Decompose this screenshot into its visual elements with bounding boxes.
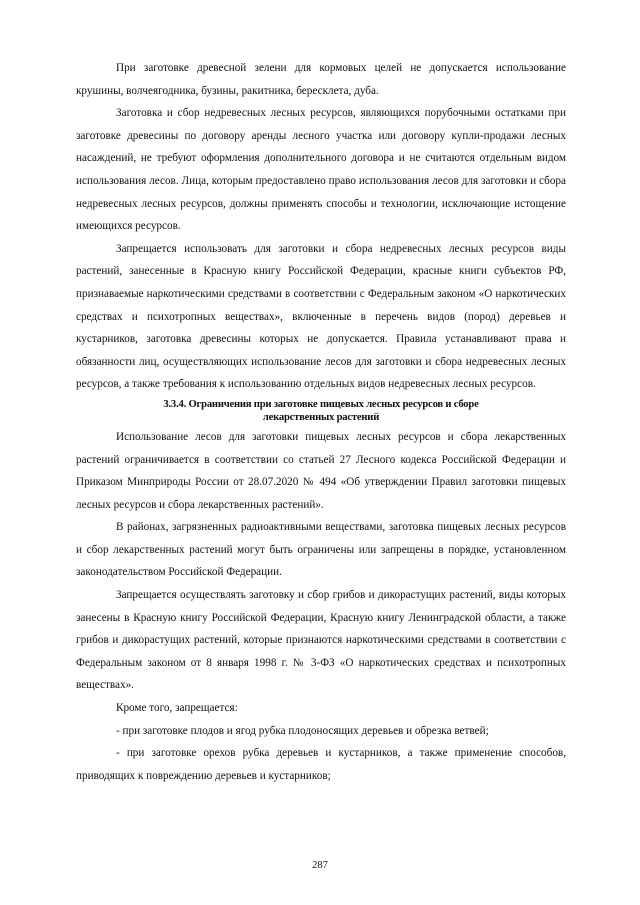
paragraph-food-resources-limits: Использование лесов для заготовки пищевых лесных ресурсов и сбора лекарственных растений ограничивается в соответствии со статьей 27 Лесного кодекса Российской Федерации и Приказом Минприроды России от 28.07.2020 № 494 «Об утверждении Правил заготовки пищевых лесных ресурсов и сбора лекарственных растений».	[76, 430, 566, 511]
paragraph-radioactive-areas: В районах, загрязненных радиоактивными веществами, заготовка пищевых лесных ресурсов и сбор лекарственных растений могут быть ограничены или запрещены в порядке, установленном законодательством Российской Федерации.	[76, 521, 566, 579]
page-body	[76, 57, 566, 787]
paragraph-green-forage: При заготовке древесной зелени для кормовых целей не допускается использование крушины, волчеягодника, бузины, ракитника, бересклета, дуба.	[76, 62, 566, 97]
list-item-nuts: - при заготовке орехов рубка деревьев и кустарников, а также применение способов, приводящих к повреждению деревьев и кустарников;	[76, 747, 566, 782]
section-heading-line-1: 3.3.4. Ограничения при заготовке пищевых лесных ресурсов и сборе	[163, 398, 479, 410]
page-number: 287	[312, 860, 328, 871]
paragraph-mushrooms-prohibition: Запрещается осуществлять заготовку и сбор грибов и дикорастущих растений, виды которых занесены в Красную книгу Российской Федерации, Красную книгу Ленинградской области, а также грибов и дикорастущих растений, которые признаются наркотическими средствами в соответствии с Федеральным законом от 8 января 1998 г. № 3-ФЗ «О наркотических средствах и психотропных веществах».	[76, 589, 566, 692]
section-heading-line-2: лекарственных растений	[262, 411, 380, 423]
section-heading	[76, 398, 566, 424]
paragraph-also-prohibited: Кроме того, запрещается:	[116, 702, 238, 715]
paragraph-prohibited-species: Запрещается использовать для заготовки и сбора недревесных лесных ресурсов виды растений, занесенные в Красную книгу Российской Федерации, красные книги субъектов РФ, признаваемые наркотическими средствами в соответствии с Федеральным законом «О наркотических средствах и психотропных веществах», включенные в перечень видов (пород) деревьев и кустарников, заготовка древесины которых не допускается. Правила устанавливают права и обязанности лиц, осуществляющих использование лесов для заготовки и сбора недревесных лесных ресурсов, а также требования к использованию отдельных видов недревесных лесных ресурсов.	[76, 242, 566, 391]
list-item-fruits-berries: - при заготовке плодов и ягод рубка плодоносящих деревьев и обрезка ветвей;	[116, 724, 489, 737]
paragraph-felling-residues: Заготовка и сбор недревесных лесных ресурсов, являющихся порубочными остатками при заготовке древесины по договору аренды лесного участка или договору купли-продажи лесных насаждений, не требуют оформления дополнительного договора и не считаются отдельным видом использования лесов. Лица, которым предоставлено право использования лесов для заготовки и сбора недревесных лесных ресурсов, должны применять способы и технологии, исключающие истощение имеющихся ресурсов.	[76, 107, 566, 233]
